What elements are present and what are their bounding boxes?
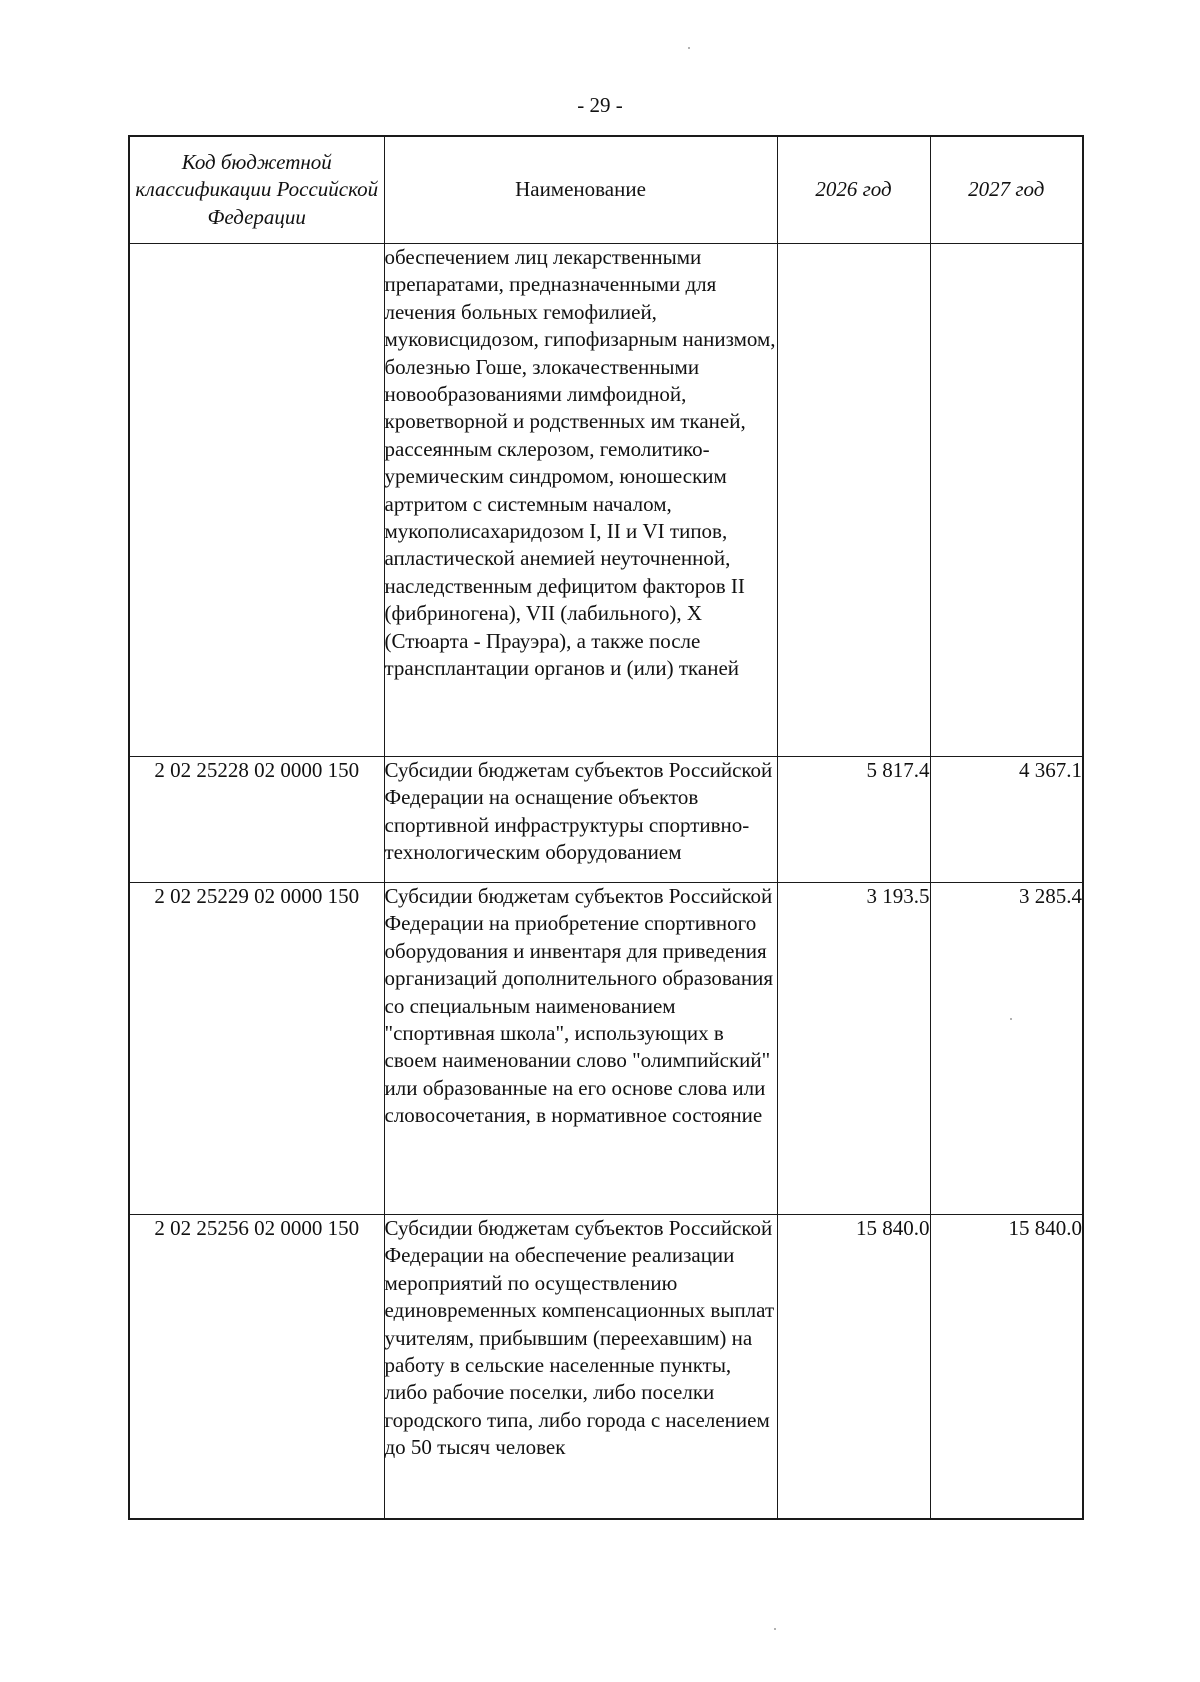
- row-code: 2 02 25256 02 0000 150: [129, 1215, 384, 1519]
- row-value-2026: [777, 244, 930, 757]
- scan-speck: [774, 1628, 776, 1630]
- row-name: Субсидии бюджетам субъектов Российской Федерации на оснащение объектов спортивной инфраструктуры спортивно-технологическим оборудованием: [384, 757, 777, 883]
- header-code: Код бюджетной классификации Российской Федерации: [129, 136, 384, 244]
- header-name: Наименование: [384, 136, 777, 244]
- table-header-row: [129, 136, 1083, 244]
- row-name: Субсидии бюджетам субъектов Российской Федерации на обеспечение реализации мероприятий по осуществлению единовременных компенсационных выплат учителям, прибывшим (переехавшим) на работу в сельские населенные пункты, либо рабочие поселки, либо поселки городского типа, либо города с населением до 50 тысяч человек: [384, 1215, 777, 1519]
- row-value-2026: 3 193.5: [777, 883, 930, 1215]
- budget-table: [128, 135, 1084, 1520]
- row-value-2027: [930, 244, 1083, 757]
- table-row: [129, 883, 1083, 1215]
- row-code: [129, 244, 384, 757]
- page-number: - 29 -: [577, 93, 623, 117]
- header-2026: 2026 год: [777, 136, 930, 244]
- row-value-2027: 4 367.1: [930, 757, 1083, 883]
- table-row: [129, 757, 1083, 883]
- row-value-2027: 15 840.0: [930, 1215, 1083, 1519]
- table-row: [129, 1215, 1083, 1519]
- row-value-2026: 5 817.4: [777, 757, 930, 883]
- scan-speck: [688, 47, 690, 49]
- row-code: 2 02 25229 02 0000 150: [129, 883, 384, 1215]
- row-value-2027: 3 285.4: [930, 883, 1083, 1215]
- row-value-2026: 15 840.0: [777, 1215, 930, 1519]
- row-code: 2 02 25228 02 0000 150: [129, 757, 384, 883]
- header-2027: 2027 год: [930, 136, 1083, 244]
- row-name: Субсидии бюджетам субъектов Российской Федерации на приобретение спортивного оборудования и инвентаря для приведения организаций дополнительного образования со специальным наименованием "спортивная школа", использующих в своем наименовании слово "олимпийский" или образованные на его основе слова или словосочетания, в нормативное состояние: [384, 883, 777, 1215]
- table-row: [129, 244, 1083, 757]
- scan-speck: [1010, 1018, 1012, 1020]
- row-name: обеспечением лиц лекарственными препаратами, предназначенными для лечения больных гемофилией, муковисцидозом, гипофизарным нанизмом, болезнью Гоше, злокачественными новообразованиями лимфоидной, кроветворной и родственных им тканей, рассеянным склерозом, гемолитико-уремическим синдромом, юношеским артритом с системным началом, мукополисахаридозом I, II и VI типов, апластической анемией неуточненной, наследственным дефицитом факторов II (фибриногена), VII (лабильного), X (Стюарта - Прауэра), а также после трансплантации органов и (или) тканей: [384, 244, 777, 757]
